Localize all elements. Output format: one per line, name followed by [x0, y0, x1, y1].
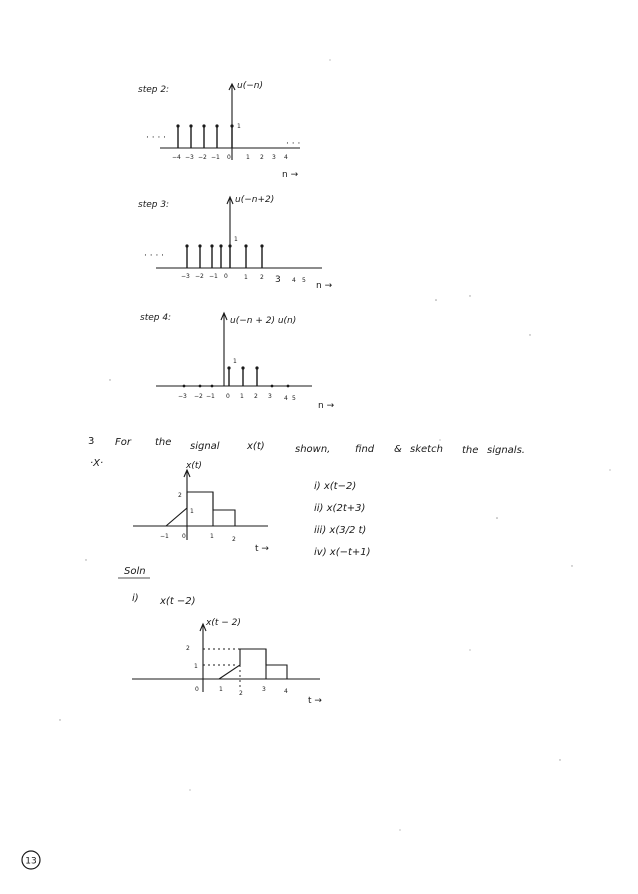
- tick-label: −1: [209, 273, 218, 280]
- statement-word: x(t): [247, 441, 265, 452]
- statement-word: shown,: [295, 444, 331, 455]
- page-number: 13: [25, 856, 37, 867]
- tick-label: −3: [178, 393, 187, 400]
- x-of-t-minus-2-graph: [132, 618, 322, 706]
- x-tick: 4: [284, 688, 288, 695]
- problem-3: [88, 436, 525, 558]
- tick-label: 2: [254, 393, 258, 400]
- step3-ellipsis-left: · · · ·: [144, 251, 165, 261]
- tick-label: 0: [224, 273, 228, 280]
- step3-axis-label: n →: [316, 281, 333, 291]
- tick-label: 3: [268, 393, 272, 400]
- tick-label: −1: [206, 393, 215, 400]
- step2-label: step 2:: [138, 85, 170, 95]
- statement-word: the: [462, 445, 479, 456]
- step2-stems: [176, 124, 233, 148]
- statement-word: &: [394, 444, 402, 455]
- tick-label: 3: [272, 154, 276, 161]
- step2-section: [138, 81, 300, 180]
- problem-item: iii) x(3/2 t): [314, 525, 367, 536]
- x-tick: 0: [182, 533, 186, 540]
- x-tick: 3: [262, 686, 266, 693]
- page-number-badge: [22, 851, 40, 869]
- tick-label: 0: [227, 154, 231, 161]
- x-tick: 2: [232, 536, 236, 543]
- tick-label: −4: [172, 154, 181, 161]
- y-tick: 1: [190, 508, 194, 515]
- step3-stems: [185, 244, 263, 268]
- statement-word: For: [115, 437, 131, 448]
- statement-word: find: [355, 444, 375, 455]
- solution-heading: Soln: [124, 566, 146, 577]
- x-tick: 2: [239, 690, 243, 697]
- tick-label: −1: [211, 154, 220, 161]
- step4-section: [140, 313, 335, 411]
- tick-label: 2: [260, 274, 264, 281]
- x-tick: −1: [160, 533, 169, 540]
- y-tick: 2: [178, 492, 182, 499]
- x-tick: 1: [219, 686, 223, 693]
- step3-tick-labels: [181, 273, 306, 285]
- tick-label: −2: [194, 393, 203, 400]
- step3-section: [138, 195, 333, 291]
- x-axis-label: t →: [255, 544, 269, 554]
- step4-axis-label: n →: [318, 401, 335, 411]
- step2-function-label: u(−n): [237, 81, 263, 91]
- statement-word: the: [155, 437, 172, 448]
- tick-label: −3: [181, 273, 190, 280]
- solution-section: [118, 566, 322, 706]
- zero-sample: [183, 385, 186, 388]
- solution-part-text: x(t −2): [160, 596, 196, 607]
- step4-value-one: 1: [233, 358, 237, 365]
- tick-label: 4: [284, 154, 288, 161]
- signal-curve: [219, 649, 287, 679]
- statement-word: signals.: [487, 445, 525, 456]
- y-tick: 1: [194, 663, 198, 670]
- solution-part: i): [132, 593, 139, 604]
- step3-value-one: 1: [234, 236, 238, 243]
- graph-function-label: x(t − 2): [206, 618, 241, 628]
- problem-items: [314, 481, 371, 558]
- tick-label: 3: [275, 275, 281, 285]
- tick-label: 1: [244, 274, 248, 281]
- step2-tick-labels: [172, 154, 288, 161]
- y-tick: 2: [186, 645, 190, 652]
- step4-stems: [183, 366, 290, 387]
- tick-label: 5: [292, 395, 296, 402]
- problem-item: ii) x(2t+3): [314, 503, 366, 514]
- statement-word: sketch: [410, 444, 443, 455]
- x-tick: 1: [210, 533, 214, 540]
- tick-label: −2: [198, 154, 207, 161]
- step4-tick-labels: [178, 393, 296, 402]
- zero-sample: [287, 385, 290, 388]
- tick-label: 1: [246, 154, 250, 161]
- zero-sample: [199, 385, 202, 388]
- step4-label: step 4:: [140, 313, 172, 323]
- step3-function-label: u(−n+2): [235, 195, 275, 205]
- zero-sample: [211, 385, 214, 388]
- problem-number: 3: [88, 436, 95, 447]
- graph-function-label: x(t): [186, 461, 202, 471]
- tick-label: 2: [260, 154, 264, 161]
- step3-label: step 3:: [138, 200, 170, 210]
- step2-value-one: 1: [237, 123, 241, 130]
- step4-function-label: u(−n + 2) u(n): [230, 316, 297, 326]
- tick-label: 0: [226, 393, 230, 400]
- step2-ellipsis-left: · · · ·: [146, 133, 167, 143]
- zero-sample: [271, 385, 274, 388]
- important-mark: ·X·: [90, 458, 104, 469]
- problem-item: i) x(t−2): [314, 481, 357, 492]
- signal-curve: [166, 492, 235, 526]
- x-tick: 0: [195, 686, 199, 693]
- problem-statement: [115, 437, 525, 456]
- scan-noise: [59, 59, 610, 830]
- tick-label: 4: [284, 395, 288, 402]
- tick-label: 4: [292, 277, 296, 284]
- step2-axis-label: n →: [282, 170, 299, 180]
- tick-label: −3: [185, 154, 194, 161]
- problem-item: iv) x(−t+1): [314, 547, 371, 558]
- step2-ellipsis-right: · · ·: [286, 139, 301, 149]
- tick-label: 5: [302, 277, 306, 284]
- statement-word: signal: [190, 441, 220, 452]
- x-of-t-graph: [133, 461, 269, 554]
- tick-label: −2: [195, 273, 204, 280]
- tick-label: 1: [240, 393, 244, 400]
- x-axis-label: t →: [308, 696, 322, 706]
